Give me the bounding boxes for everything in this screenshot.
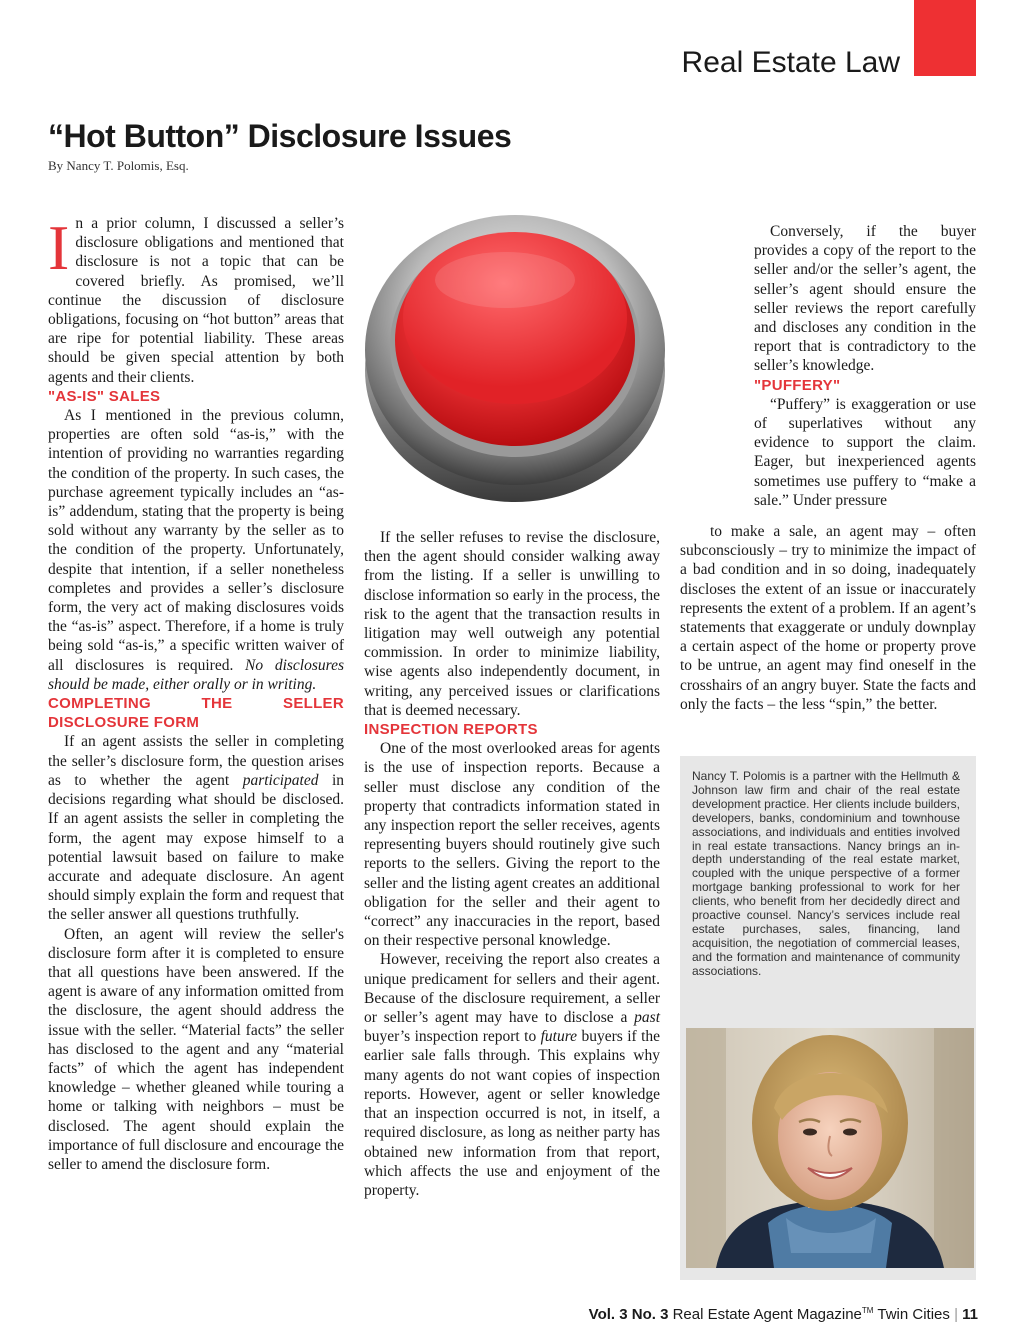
completing-paragraph-1: If an agent assists the seller in completing the seller’s disclosure form, the question arises as to whether the agent participated in decisions regarding what should be disclosed. If an agent assists the seller in completing the form, the agent may expose himself to a potential lawsuit based on failure to make accurate and adequate disclosure. An agent should simply explain the form and request that the seller answer all questions truthfully. [48, 733, 345, 924]
button-highlight [435, 252, 575, 308]
footer-magazine: Real Estate Agent Magazine [672, 1306, 862, 1323]
red-button-illustration [360, 200, 670, 505]
author-photo [686, 1028, 974, 1268]
footer-separator: | [954, 1306, 958, 1323]
puffery-paragraph-continued: to make a sale, an agent may – often subconsciously – try to minimize the impact of a bad condition and in so doing, inadequately discloses the extent of an issue or inaccurately represents the extent of a problem. If an agent’s statements that exaggerate or unduly downplay a certain aspect of the home or property prove to be untrue, an agent may find oneself in the crosshairs of an angry buyer. State the facts and only the facts – the less “spin,” the better. [680, 523, 976, 713]
article-title: “Hot Button” Disclosure Issues [48, 118, 512, 154]
section-label: Real Estate Law [681, 46, 900, 79]
intro-paragraph: In a prior column, I discussed a seller’s disclosure obligations and mentioned that disclosure is not a topic that can be covered briefly. As promised, we’ll continue the discussion of disclosure obligations, focusing on “hot button” areas that are ripe for potential liability. These areas should be given special attention by both agents and their clients. [48, 212, 344, 386]
refusal-paragraph: If the seller refuses to revise the disclosure, then the agent should consider walking away from the listing. If a seller is unwilling to disclose information so early in the process, the risk to the agent that the transaction results in litigation may well outweigh any potential commission. In order to minimize liability, wise agents also independently document, in writing, any perceived issues or clarifications that is deemed necessary. [364, 529, 660, 719]
footer-volume: Vol. 3 No. 3 [588, 1306, 669, 1323]
heading-completing-form: COMPLETING THE SELLER DISCLOSURE FORM [48, 695, 344, 732]
trademark-mark: TM [861, 1306, 874, 1315]
inspection-paragraph-2: However, receiving the report also creates a unique predicament for sellers and their agent. Because of the disclosure requirement, a seller or seller’s agent may have to disclose a past buyer’s inspection report to future buyers if the earlier sale falls through. This explains why many agents do not want copies of inspection reports. However, agent or seller knowledge that an inspection occurred is not, in itself, a required disclosure, as long as neither party has obtained new information from that report, which affects the use and enjoyment of the property. [364, 951, 661, 1199]
as-is-paragraph: As I mentioned in the previous column, properties are often sold “as-is,” with the intention of providing no warranties regarding the condition of the property. In such cases, the purchase agreement typically includes an “as-is” addendum, stating that the property is being sold without any warranty by the seller as to the condition of the property. Unfortunately, despite that intention, if a seller nonetheless completes and provides a seller’s disclosure form, the very act of making disclosures voids the “as-is” aspect. Therefore, if a home is truly being sold “as-is,” a specific written waiver of all disclosures is required. No disclosures should be made, either orally or in writing. [48, 407, 344, 693]
puffery-paragraph: “Puffery” is exaggeration or use of superlatives without any evidence to support the claim. Eager, but inexperienced agents sometimes use puffery to “make a sale.” Under pressure [754, 395, 976, 509]
left-column [48, 214, 344, 1174]
article-byline: By Nancy T. Polomis, Esq. [48, 158, 189, 173]
heading-puffery: "PUFFERY" [754, 376, 841, 394]
author-bio: Nancy T. Polomis is a partner with the Hellmuth & Johnson law firm and chair of the real estate development practice. Her clients include builders, developers, banks, condominium and townhouse associations, and individuals and entities involved in real estate transactions. Nancy brings an in-depth understanding of the real estate market, coupled with the unique perspective of a former mortgage banking professional to work for her clients, who benefit from her decidedly direct and proactive counsel. Nancy’s services include real estate purchases, sales, financing, land acquisition, the negotiation of commercial leases, and the formation and maintenance of community associations. [692, 769, 960, 978]
completing-paragraph-2: Often, an agent will review the seller's disclosure form after it is completed to ensure that all questions have been answered. If the agent is aware of any information omitted from the disclosure, the agent should address the issue with the seller. “Material facts” the seller has disclosed to the agent and any “material facts” of which the agent has independent knowledge – whether gleaned while touring a home or talking with neighbors – must be disclosed. The agent should explain the importance of full disclosure and encourage the seller to amend the disclosure form. [48, 925, 344, 1173]
heading-inspection-reports: INSPECTION REPORTS [364, 721, 538, 739]
inspection-paragraph-1: One of the most overlooked areas for agents is the use of inspection reports. Because a seller must disclose any condition of the property that contradicts information stated in any inspection report the seller receives, agents representing buyers should routinely give such reports to the sellers. Giving the report to the seller and the listing agent creates an additional obligation for the seller and their agent to “correct” any inaccuracies in the report, based on their respective personal knowledge. [364, 740, 660, 950]
heading-as-is-sales: "AS-IS" SALES [48, 387, 161, 405]
section-color-block [914, 0, 976, 76]
conversely-paragraph: Conversely, if the buyer provides a copy of the report to the seller and/or the seller’s agent, the seller’s agent should ensure the seller reviews the report carefully and discloses any condition in the report that is contradictory to the seller’s knowledge. [754, 223, 976, 375]
right-column-bottom [680, 522, 976, 714]
drop-cap: I [48, 212, 70, 283]
footer-edition: Twin Cities [877, 1306, 950, 1323]
page-number: 11 [962, 1306, 978, 1323]
middle-column [364, 528, 660, 1200]
right-column-top [754, 222, 976, 510]
page-footer [589, 1306, 978, 1323]
